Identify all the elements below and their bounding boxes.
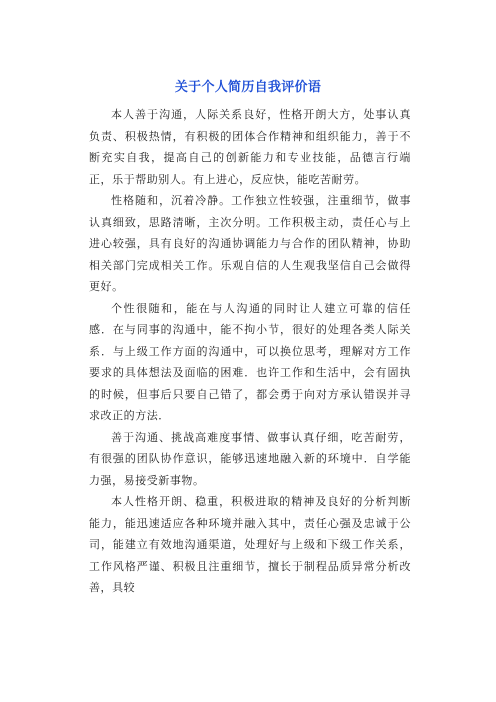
paragraph-1: 本人善于沟通，人际关系良好，性格开朗大方，处事认真负责、积极热情，有积极的团体合作精神和组织能力，善于不断充实自我，提高自己的创新能力和专业技能，品德言行端正，乐于帮助别人。有上进心，反应快，能吃苦耐劳。 — [89, 108, 411, 186]
paragraph-2: 性格随和，沉着冷静。工作独立性较强，注重细节，做事认真细致，思路清晰，主次分明。工作积极主动，责任心与上进心较强，具有良好的沟通协调能力与合作的团队精神，协助相关部门完成相关工作。乐观自信的人生观我坚信自己会做得更好。 — [89, 194, 411, 293]
paragraph-4: 善于沟通、挑战高难度事情、做事认真仔细，吃苦耐劳，有很强的团队协作意识，能够迅速地融入新的环境中．自学能力强，易接受新事物。 — [89, 430, 411, 487]
document-title: 关于个人简历自我评价语 — [174, 80, 322, 95]
paragraph-5: 本人性格开朗、稳重，积极进取的精神及良好的分析判断能力，能迅速适应各种环境并融入其中，责任心强及忠诚于公司，能建立有效地沟通渠道，处理好与上级和下级工作关系，工作风格严谨、积极且注重细节，擅长于制程品质异常分析改善，具较 — [89, 495, 411, 594]
paragraph-3: 个性很随和，能在与人沟通的同时让人建立可靠的信任感．在与同事的沟通中，能不拘小节，很好的处理各类人际关系．与上级工作方面的沟通中，可以换位思考，理解对方工作要求的具体想法及面临的困难．也许工作和生活中，会有固执的时候，但事后只要自己错了，都会勇于向对方承认错误并寻求改正的方法． — [89, 301, 411, 422]
document-body — [89, 104, 411, 599]
